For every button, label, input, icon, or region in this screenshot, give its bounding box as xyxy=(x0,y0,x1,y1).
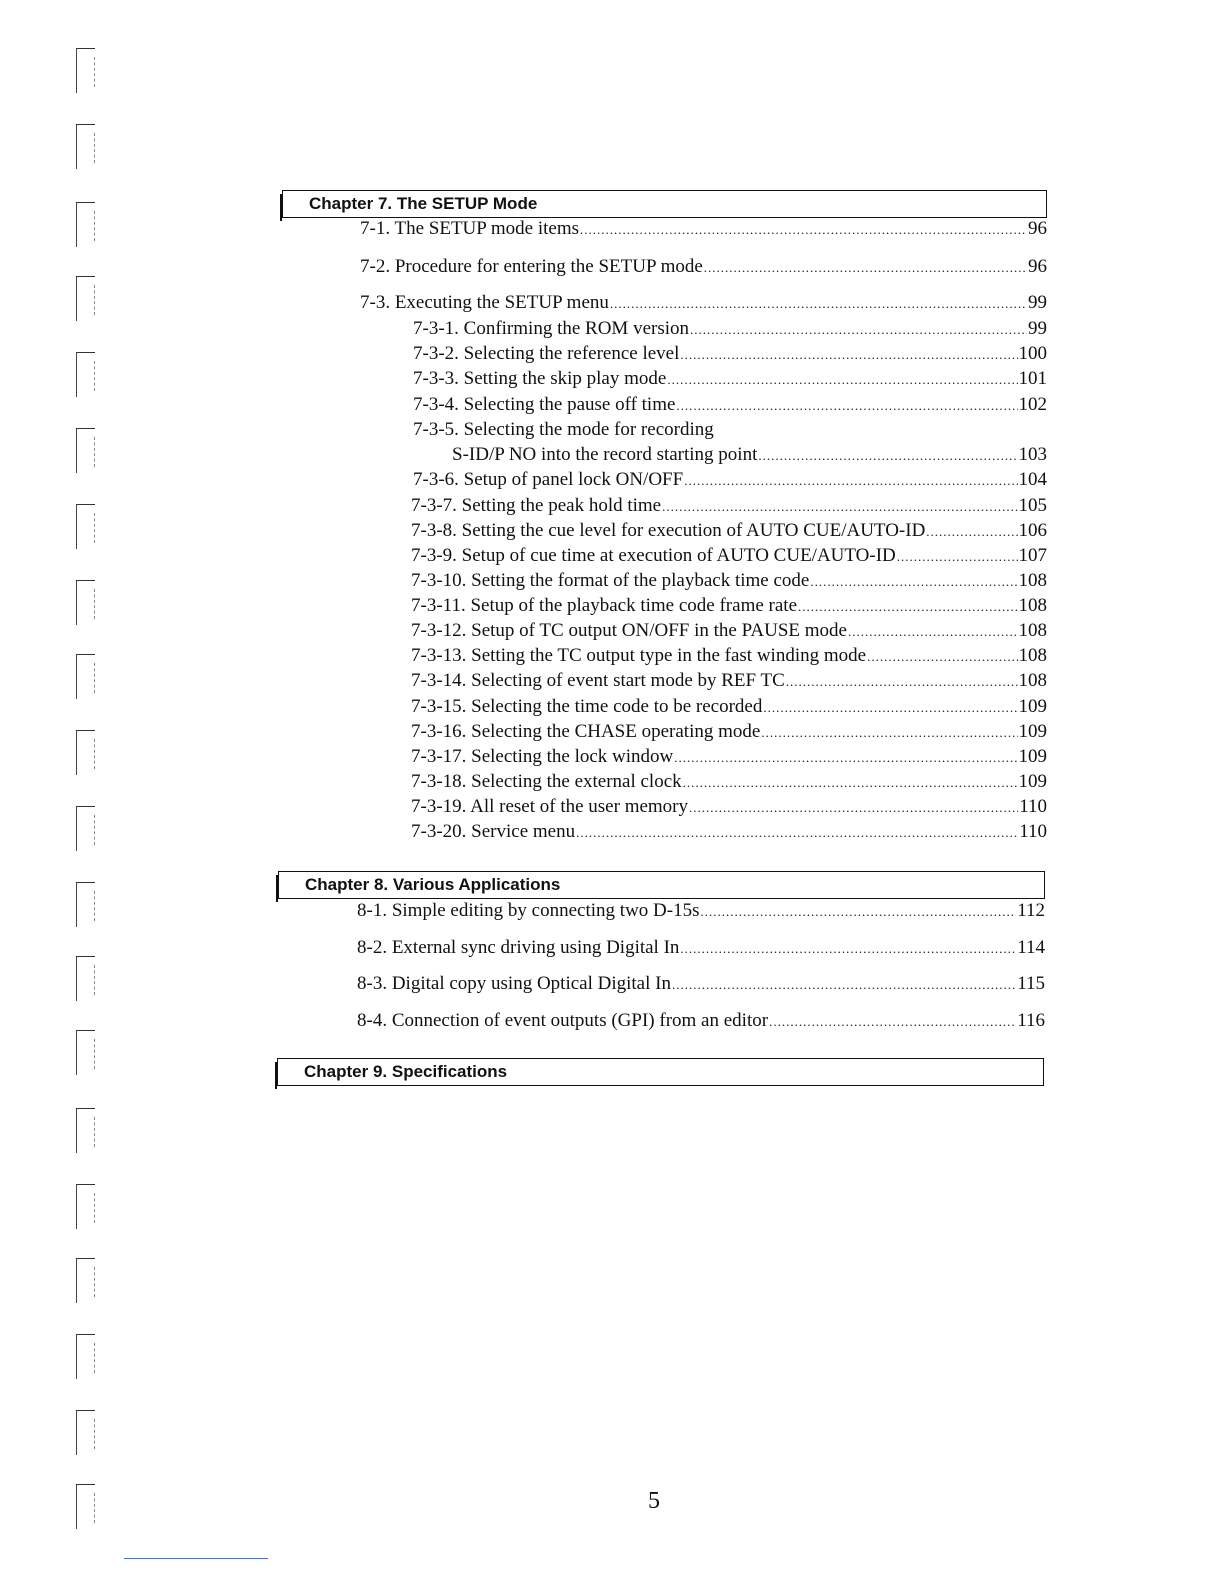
toc-entry[interactable]: 7-3. Executing the SETUP menu ..... 99 xyxy=(360,292,1047,315)
chapter-8-heading xyxy=(278,871,1045,899)
toc-subentry[interactable]: 7-3-7. Setting the peak hold time ..... 105 xyxy=(411,495,1047,518)
chapter-9-heading xyxy=(277,1058,1044,1086)
toc-entry[interactable]: 7-1. The SETUP mode items ..... 96 xyxy=(360,218,1047,241)
chapter-7-heading xyxy=(282,190,1047,218)
toc-subentry[interactable]: 7-3-10. Setting the format of the playback time code ..... 108 xyxy=(411,570,1047,593)
toc-subentry[interactable]: 7-3-4. Selecting the pause off time ..... 102 xyxy=(413,394,1047,417)
toc-subentry[interactable]: 7-3-3. Setting the skip play mode ..... 101 xyxy=(413,368,1047,391)
toc-entry[interactable]: 8-2. External sync driving using Digital In ..... 114 xyxy=(357,937,1045,960)
toc-subentry[interactable]: 7-3-20. Service menu ..... 110 xyxy=(411,821,1047,844)
toc-subentry-continuation[interactable]: S-ID/P NO into the record starting point ..... 103 xyxy=(452,444,1047,467)
toc-subentry[interactable]: 7-3-11. Setup of the playback time code frame rate ..... 108 xyxy=(411,595,1047,618)
toc-subentry-heading[interactable]: 7-3-5. Selecting the mode for recording xyxy=(413,419,714,440)
toc-entry[interactable]: 8-3. Digital copy using Optical Digital In ..... 115 xyxy=(357,973,1045,996)
toc-subentry[interactable]: 7-3-8. Setting the cue level for execution of AUTO CUE/AUTO-ID ..... 106 xyxy=(411,520,1047,543)
toc-subentry[interactable]: 7-3-18. Selecting the external clock ..... 109 xyxy=(411,771,1047,794)
binding-marks xyxy=(76,40,100,1540)
toc-subentry[interactable]: 7-3-9. Setup of cue time at execution of AUTO CUE/AUTO-ID ..... 107 xyxy=(411,545,1047,568)
toc-subentry[interactable]: 7-3-19. All reset of the user memory ..... 110 xyxy=(411,796,1047,819)
chapter-7-title: Chapter 7. The SETUP Mode xyxy=(309,194,538,213)
bottom-rule xyxy=(124,1558,268,1559)
chapter-8-title: Chapter 8. Various Applications xyxy=(305,875,561,894)
toc-subentry[interactable]: 7-3-17. Selecting the lock window ..... 109 xyxy=(411,746,1047,769)
toc-entry[interactable]: 7-2. Procedure for entering the SETUP mode ..... 96 xyxy=(360,256,1047,279)
chapter-9-title: Chapter 9. Specifications xyxy=(304,1062,508,1081)
toc-subentry[interactable]: 7-3-13. Setting the TC output type in the fast winding mode ..... 108 xyxy=(411,645,1047,668)
toc-subentry[interactable]: 7-3-2. Selecting the reference level ..... 100 xyxy=(413,343,1047,366)
toc-subentry[interactable]: 7-3-16. Selecting the CHASE operating mode ..... 109 xyxy=(411,721,1047,744)
toc-entry[interactable]: 8-1. Simple editing by connecting two D-15s ..... 112 xyxy=(357,900,1045,923)
page-number: 5 xyxy=(648,1488,660,1514)
toc-subentry[interactable]: 7-3-15. Selecting the time code to be recorded ..... 109 xyxy=(411,696,1047,719)
toc-subentry[interactable]: 7-3-1. Confirming the ROM version ..... 99 xyxy=(413,318,1047,341)
toc-subentry[interactable]: 7-3-12. Setup of TC output ON/OFF in the PAUSE mode ..... 108 xyxy=(411,620,1047,643)
toc-subentry[interactable]: 7-3-6. Setup of panel lock ON/OFF ..... 104 xyxy=(413,469,1047,492)
toc-subentry[interactable]: 7-3-14. Selecting of event start mode by REF TC ..... 108 xyxy=(411,670,1047,693)
toc-entry[interactable]: 8-4. Connection of event outputs (GPI) from an editor ..... 116 xyxy=(357,1010,1045,1033)
